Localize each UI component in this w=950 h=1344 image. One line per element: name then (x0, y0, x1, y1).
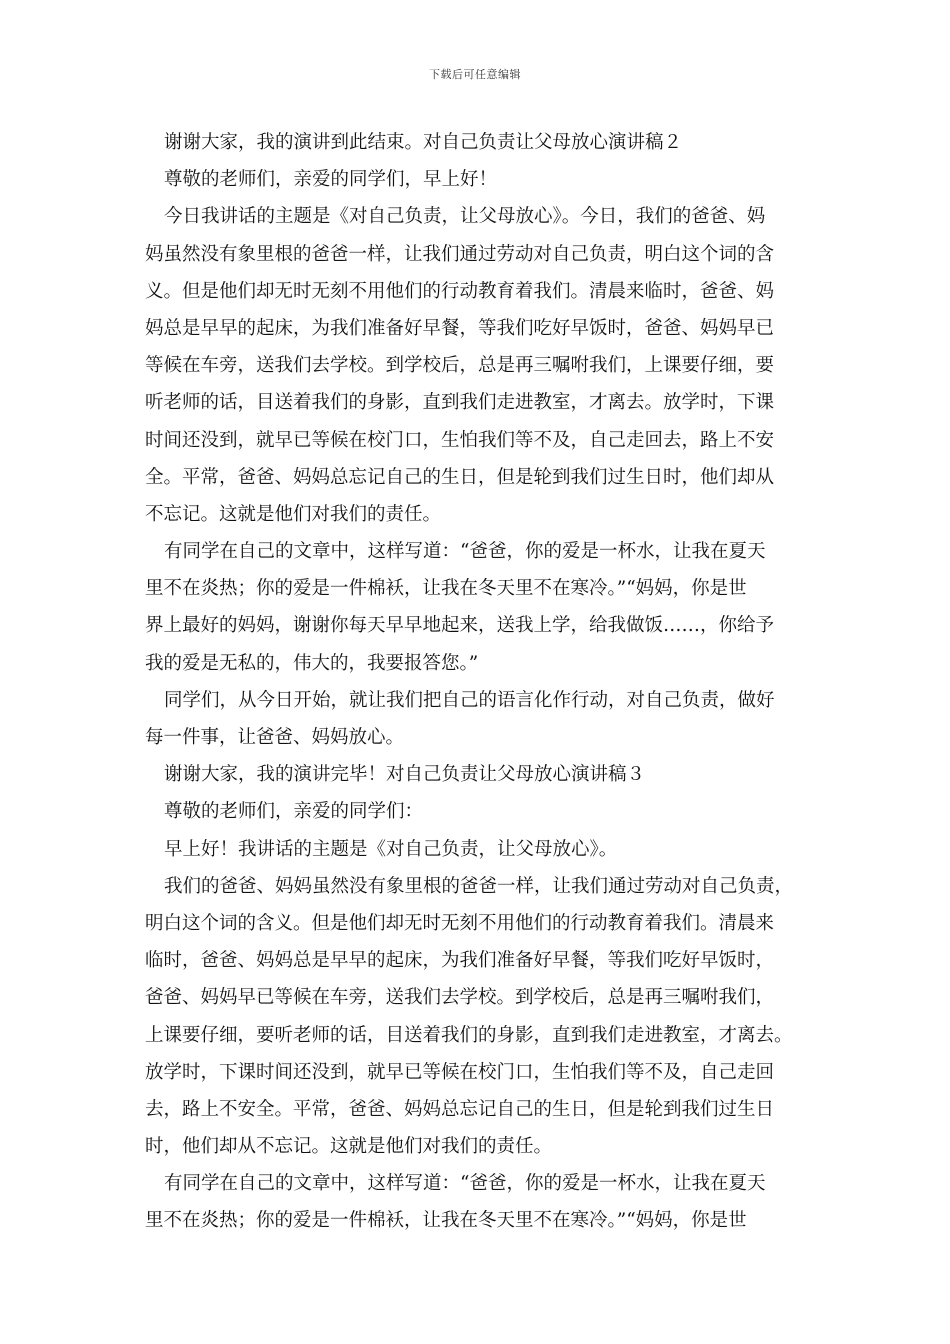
text-line: 义。但是他们却无时无刻不用他们的行动教育着我们。清晨来临时，爸爸、妈 (145, 280, 775, 302)
text-line: 上课要仔细，要听老师的话，目送着我们的身影，直到我们走进教室，才离去。 (145, 1024, 793, 1046)
text-line: 里不在炎热；你的爱是一件棉袄，让我在冬天里不在寒冷。”“妈妈，你是世 (145, 1210, 747, 1232)
text-line: 界上最好的妈妈，谢谢你每天早早地起来，送我上学，给我做饭……，你给予 (145, 615, 775, 637)
text-line: 每一件事，让爸爸、妈妈放心。 (145, 727, 405, 748)
text-line: 去，路上不安全。平常，爸爸、妈妈总忘记自己的生日，但是轮到我们过生日 (145, 1098, 775, 1120)
text-line: 我们的爸爸、妈妈虽然没有象里根的爸爸一样，让我们通过劳动对自己负责， (164, 875, 794, 897)
text-line: 全。平常，爸爸、妈妈总忘记自己的生日，但是轮到我们过生日时，他们却从 (145, 466, 775, 488)
text-line: 时间还没到，就早已等候在校门口，生怕我们等不及，自己走回去，路上不安 (145, 429, 775, 451)
document-body (145, 124, 817, 1240)
text-line: 同学们，从今日开始，就让我们把自己的语言化作行动，对自己负责，做好 (164, 689, 775, 711)
text-line: 妈虽然没有象里根的爸爸一样，让我们通过劳动对自己负责，明白这个词的含 (145, 243, 775, 265)
text-line: 明白这个词的含义。但是他们却无时无刻不用他们的行动教育着我们。清晨来 (145, 912, 775, 934)
text-line: 爸爸、妈妈早已等候在车旁，送我们去学校。到学校后，总是再三嘱咐我们， (145, 987, 775, 1009)
text-line: 尊敬的老师们，亲爱的同学们，早上好！ (164, 169, 498, 191)
text-line: 谢谢大家，我的演讲到此结束。对自己负责让父母放心演讲稿２ (164, 132, 683, 153)
page-header-note: 下载后可任意编辑 (429, 68, 521, 81)
text-line: 早上好！我讲话的主题是《对自己负责，让父母放心》。 (164, 838, 618, 860)
text-line: 妈总是早早的起床，为我们准备好早餐，等我们吃好早饭时，爸爸、妈妈早已 (145, 317, 775, 339)
text-line: 临时，爸爸、妈妈总是早早的起床，为我们准备好早餐，等我们吃好早饭时， (145, 950, 775, 972)
text-line: 放学时，下课时间还没到，就早已等候在校门口，生怕我们等不及，自己走回 (145, 1061, 775, 1083)
text-line: 我的爱是无私的，伟大的，我要报答您。” (145, 652, 479, 674)
text-line: 不忘记。这就是他们对我们的责任。 (145, 503, 442, 525)
text-line: 尊敬的老师们，亲爱的同学们： (164, 801, 424, 823)
text-line: 听老师的话，目送着我们的身影，直到我们走进教室，才离去。放学时，下课 (145, 392, 775, 414)
text-line: 里不在炎热；你的爱是一件棉袄，让我在冬天里不在寒冷。”“妈妈，你是世 (145, 578, 747, 600)
text-line: 有同学在自己的文章中，这样写道：“爸爸，你的爱是一杯水，让我在夏天 (164, 541, 766, 563)
text-line: 有同学在自己的文章中，这样写道：“爸爸，你的爱是一杯水，让我在夏天 (164, 1173, 766, 1195)
text-line: 谢谢大家，我的演讲完毕！对自己负责让父母放心演讲稿３ (164, 764, 646, 786)
text-line: 时，他们却从不忘记。这就是他们对我们的责任。 (145, 1136, 553, 1158)
text-line: 今日我讲话的主题是《对自己负责，让父母放心》。今日，我们的爸爸、妈 (164, 206, 766, 228)
text-line: 等候在车旁，送我们去学校。到学校后，总是再三嘱咐我们，上课要仔细，要 (145, 355, 775, 377)
